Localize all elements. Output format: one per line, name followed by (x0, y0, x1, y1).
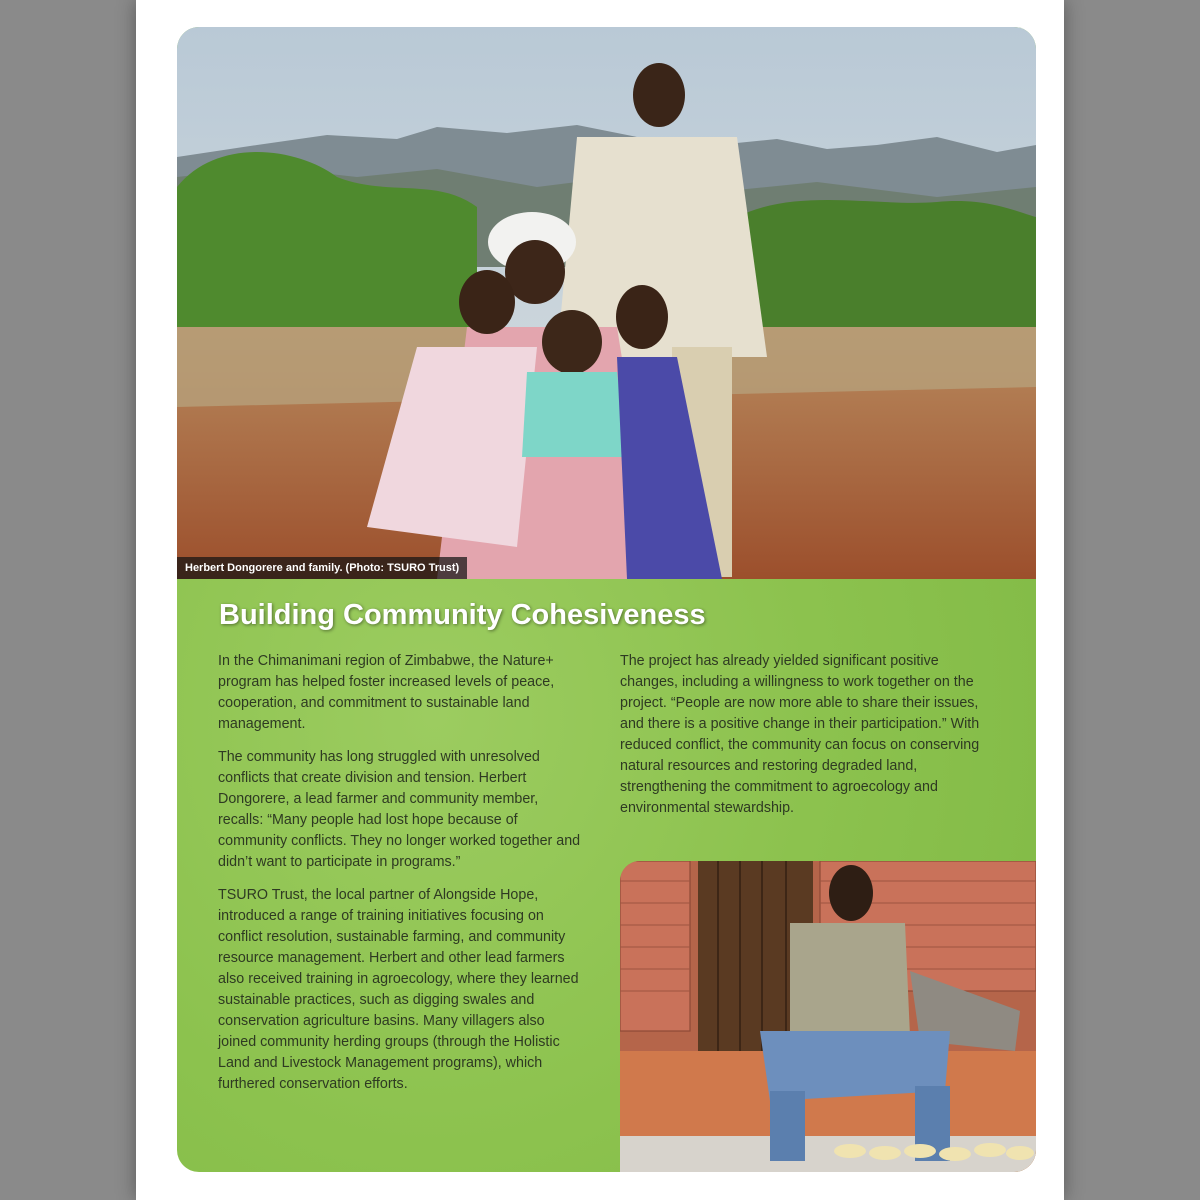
paragraph: In the Chimanimani region of Zimbabwe, the Nature+ program has helped foster increased levels of peace, cooperation, and commitment to sustainable land management. (218, 653, 555, 732)
photo-caption: Herbert Dongorere and family. (Photo: TSURO Trust) (177, 557, 467, 579)
paragraph: The community has long struggled with unresolved conflicts that create division and tension. Herbert Dongorere, a lead farmer and community member, recalls: “Many people had lost hope because of community conflicts. They no longer worked together and didn’t want to participate in programs.” (218, 749, 581, 870)
right-column (620, 651, 988, 831)
left-column (218, 651, 586, 1107)
paragraph: TSURO Trust, the local partner of Alongside Hope, introduced a range of training initiatives focusing on conflict resolution, sustainable farming, and community resource management. Herbert and other lead farmers also received training in agroecology, where they learned sustainable practices, such as digging swales and conservation agriculture basins. Many villagers also joined community herding groups (through the Holistic Land and Livestock Management programs), which furthered conservation efforts. (218, 887, 579, 1092)
document-page (136, 0, 1064, 1200)
article-panel (177, 27, 1036, 1172)
farmer-photo (620, 861, 1036, 1172)
paragraph: The project has already yielded significant positive changes, including a willingness to work together on the project. “People are now more able to share their issues, and there is a positive change in their participation.” With reduced conflict, the community can focus on conserving natural resources and restoring degraded land, strengthening the commitment to agroecology and environmental stewardship. (620, 653, 980, 816)
family-photo (177, 27, 1036, 579)
article-title: Building Community Cohesiveness (219, 599, 706, 631)
